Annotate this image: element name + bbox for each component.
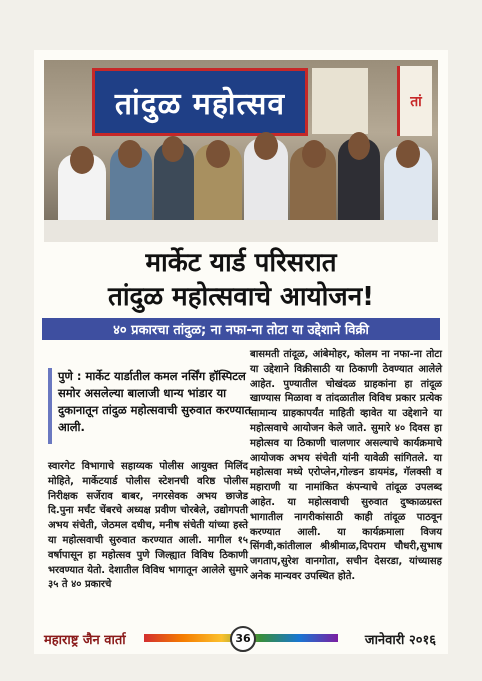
person-head	[206, 140, 230, 168]
event-photo	[44, 60, 438, 242]
person-head	[348, 132, 370, 160]
body-column-left	[48, 460, 248, 593]
issue-date: जानेवारी २०१६	[364, 633, 436, 648]
side-banner-text: तां	[410, 93, 422, 110]
person-head	[162, 136, 184, 162]
page-number: 36	[230, 626, 256, 652]
person-head	[254, 132, 278, 160]
intro-paragraph: पुणे : मार्केट यार्डातील कमल नर्सिंग हॉस्पिटल समोर असलेल्या बालाजी धान्य भांडार या दुकानातून तांदुळ महोत्सवाची सुरुवात करण्यात आली.	[48, 368, 254, 444]
banner-panel	[312, 68, 368, 134]
body-column-right	[250, 348, 442, 585]
body-left-text: स्वारगेट विभागाचे सहाय्यक पोलीस आयुक्त मिलिंद मोहिते, मार्केटयार्ड पोलीस स्टेशनची वरिष्ठ पोलीस निरीक्षक सर्जेराव बाबर, नगरसेवक अभय छाजेड दि.पुना मर्चंट चेंबरचे अध्यक्ष प्रवीण चोरबेले, उद्योगपती अभय संचेती, जेठमल दधीच, मनीष संचेती यांच्या हस्ते या महोत्सवाची सुरुवात करण्यात आली. मागील १५ वर्षापासून हा महोत्सव पुणे जिल्ह्यात विविध ठिकाणी भरवण्यात येतो. देशातील विविध भागातून आलेले सुमारे ३५ ते ४० प्रकारचे	[48, 461, 248, 591]
festival-banner	[92, 68, 308, 136]
body-right-text: बासमती तांदूळ, आंबेमोहर, कोलम ना नफा-ना तोटा या उद्देशाने विक्रीसाठी या ठिकाणी ठेवण्यात आलेले आहेत. पुण्यातील चोखंदळ ग्राहकांना हा तांदूळ खाण्यास मिळावा व तांदळातील विविध प्रकार प्रत्येक सामान्य ग्राहकापर्यंत माहिती व्हावेत या उद्देशाने या महोत्सवाचे आयोजन केले जाते. सुमारे ४० दिवस हा महोत्सव या ठिकाणी चालणार असल्याचे कार्यक्रमाचे आयोजक अभय संचेती यांनी यावेळी सांगितले. या महोत्सवा मध्ये एरोप्लेन,गोल्डन डायमंड, गॅलक्सी व महाराणी या नामांकित कंपन्याचे तांदूळ उपलब्द आहेत. या महोत्सवाची सुरुवात दुष्काळग्रस्त भागातील नागरीकांसाठी काही तांदूळ पाठवून करण्यात आली. या कार्यक्रमाला विजय सिंगवी,कांतीलाल श्रीश्रीमाळ,दिपराम चौधरी,सुभाष जगताप,सुरेश वानगोता, सचीन देसरडा, यांच्यासह अनेक मान्यवर उपस्थित होते.	[250, 349, 442, 582]
person-head	[70, 146, 94, 174]
person-head	[396, 140, 420, 168]
banner-text: तांदुळ महोत्सव	[114, 86, 286, 122]
subheading-bar	[42, 318, 440, 340]
magazine-page	[34, 50, 448, 654]
side-banner	[397, 66, 432, 136]
subheading-text: ४० प्रकारचा तांदुळ; ना नफा-ना तोटा या उद्देशाने विक्री	[113, 323, 369, 338]
publication-name: महाराष्ट्र जैन वार्ता	[44, 633, 126, 648]
headline-line-2: तांदुळ महोत्सवाचे आयोजन!	[108, 282, 374, 312]
person-head	[302, 140, 326, 168]
headline-line-1: मार्केट यार्ड परिसरात	[145, 248, 337, 278]
person-head	[118, 140, 142, 168]
table-cloth	[44, 220, 438, 242]
page-footer	[34, 620, 448, 654]
